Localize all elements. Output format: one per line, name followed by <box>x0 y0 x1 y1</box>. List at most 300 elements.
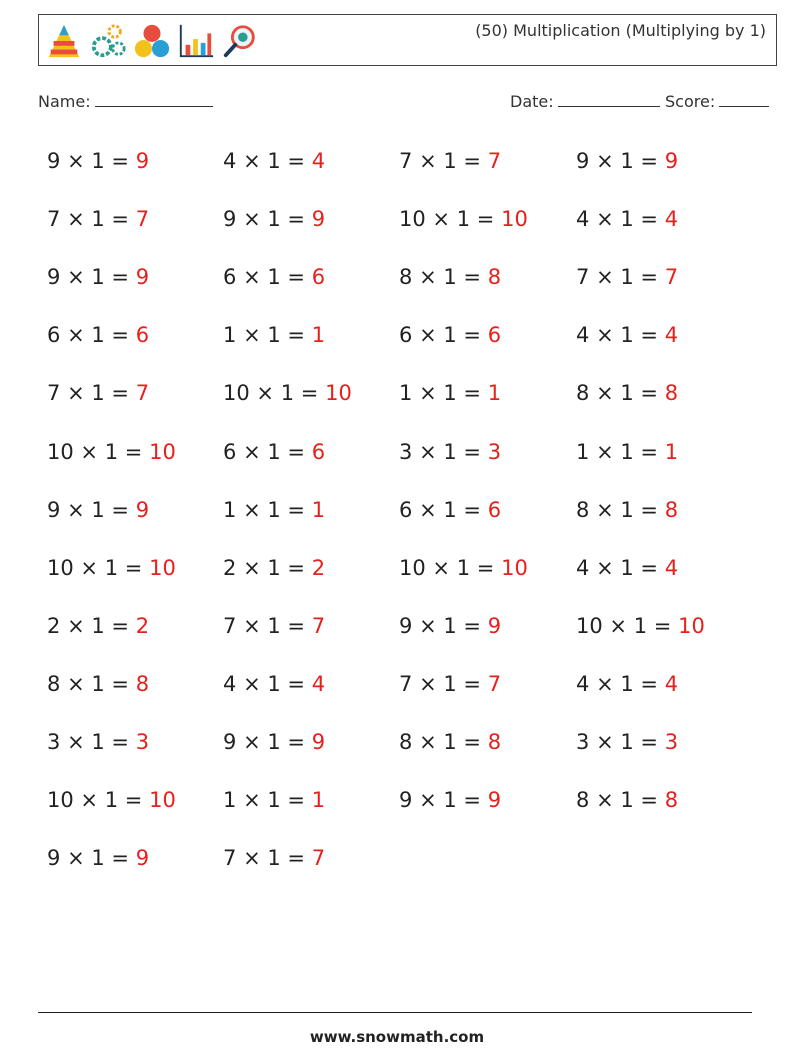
problem-item <box>576 616 705 637</box>
answer: 10 <box>501 556 528 580</box>
equals-sign: = <box>463 672 482 696</box>
multiplicand: 9 <box>47 846 61 870</box>
times-sign: × <box>243 672 261 696</box>
equals-sign: = <box>287 846 306 870</box>
times-sign: × <box>419 498 437 522</box>
multiplicand: 2 <box>223 556 237 580</box>
name-field[interactable] <box>38 92 213 111</box>
times-sign: × <box>419 672 437 696</box>
multiplicand: 4 <box>223 149 237 173</box>
multiplier: 1 <box>104 556 119 580</box>
multiplicand: 9 <box>223 207 237 231</box>
multiplicand: 4 <box>576 207 590 231</box>
answer: 7 <box>135 381 150 405</box>
equals-sign: = <box>653 614 672 638</box>
multiplicand: 6 <box>47 323 61 347</box>
times-sign: × <box>419 265 437 289</box>
multiplier: 1 <box>620 323 634 347</box>
equals-sign: = <box>463 614 482 638</box>
times-sign: × <box>67 149 85 173</box>
gears-icon <box>89 21 127 61</box>
multiplier: 1 <box>267 149 281 173</box>
multiplier: 1 <box>91 672 105 696</box>
problem-item <box>47 790 176 811</box>
multiplicand: 9 <box>223 730 237 754</box>
multiplier: 1 <box>443 265 457 289</box>
times-sign: × <box>419 614 437 638</box>
problem-item <box>399 209 528 230</box>
multiplier: 1 <box>620 440 634 464</box>
problem-item <box>576 383 678 404</box>
equals-sign: = <box>111 323 130 347</box>
problem-item <box>47 500 149 521</box>
equals-sign: = <box>463 498 482 522</box>
multiplicand: 10 <box>399 556 426 580</box>
answer: 4 <box>664 323 679 347</box>
multiplier: 1 <box>620 207 634 231</box>
times-sign: × <box>596 207 614 231</box>
answer: 1 <box>311 323 326 347</box>
problem-item <box>223 267 325 288</box>
multiplicand: 3 <box>47 730 61 754</box>
times-sign: × <box>596 498 614 522</box>
problem-item <box>399 790 501 811</box>
score-field[interactable] <box>665 92 769 111</box>
multiplier: 1 <box>91 149 105 173</box>
times-sign: × <box>419 788 437 812</box>
multiplier: 1 <box>620 556 634 580</box>
multiplier: 1 <box>91 323 105 347</box>
problem-item <box>223 209 325 230</box>
answer: 6 <box>487 498 502 522</box>
times-sign: × <box>432 207 451 231</box>
date-label: Date: <box>510 92 554 111</box>
name-label: Name: <box>38 92 91 111</box>
answer: 9 <box>487 614 502 638</box>
equals-sign: = <box>640 730 659 754</box>
answer: 6 <box>135 323 150 347</box>
equals-sign: = <box>124 440 143 464</box>
multiplicand: 1 <box>223 498 237 522</box>
answer: 7 <box>135 207 150 231</box>
equals-sign: = <box>640 672 659 696</box>
answer: 7 <box>311 846 326 870</box>
answer: 1 <box>311 788 326 812</box>
equals-sign: = <box>640 381 659 405</box>
times-sign: × <box>419 381 437 405</box>
multiplier: 1 <box>267 730 281 754</box>
equals-sign: = <box>111 149 130 173</box>
times-sign: × <box>596 381 614 405</box>
times-sign: × <box>243 207 261 231</box>
equals-sign: = <box>463 730 482 754</box>
multiplier: 1 <box>267 672 281 696</box>
multiplier: 1 <box>443 381 457 405</box>
multiplicand: 8 <box>399 265 413 289</box>
equals-sign: = <box>111 672 130 696</box>
multiplicand: 7 <box>576 265 590 289</box>
multiplier: 1 <box>91 265 105 289</box>
problem-item <box>576 558 678 579</box>
answer: 9 <box>135 149 150 173</box>
multiplicand: 7 <box>223 614 237 638</box>
answer: 7 <box>487 149 502 173</box>
answer: 1 <box>664 440 679 464</box>
problem-item <box>47 848 149 869</box>
equals-sign: = <box>640 265 659 289</box>
equals-sign: = <box>111 381 130 405</box>
multiplicand: 4 <box>223 672 237 696</box>
multiplicand: 10 <box>47 556 74 580</box>
multiplicand: 9 <box>47 149 61 173</box>
problem-item <box>223 558 325 579</box>
answer: 1 <box>311 498 326 522</box>
multiplicand: 6 <box>223 265 237 289</box>
times-sign: × <box>67 323 85 347</box>
magnifier-icon <box>221 21 259 61</box>
answer: 8 <box>135 672 150 696</box>
equals-sign: = <box>640 149 659 173</box>
equals-sign: = <box>300 381 319 405</box>
equals-sign: = <box>111 207 130 231</box>
times-sign: × <box>596 440 614 464</box>
problem-item <box>576 267 678 288</box>
answer: 6 <box>311 440 326 464</box>
equals-sign: = <box>463 149 482 173</box>
times-sign: × <box>67 381 85 405</box>
problem-item <box>47 674 149 695</box>
problem-item <box>399 383 501 404</box>
multiplier: 1 <box>91 498 105 522</box>
answer: 8 <box>664 498 679 522</box>
times-sign: × <box>596 323 614 347</box>
times-sign: × <box>243 149 261 173</box>
answer: 9 <box>311 730 326 754</box>
answer: 7 <box>311 614 326 638</box>
equals-sign: = <box>287 265 306 289</box>
multiplier: 1 <box>620 149 634 173</box>
problem-item <box>47 616 149 637</box>
problem-item <box>47 558 176 579</box>
answer: 8 <box>664 381 679 405</box>
answer: 4 <box>311 149 326 173</box>
multiplicand: 8 <box>576 788 590 812</box>
times-sign: × <box>256 381 275 405</box>
multiplier: 1 <box>620 381 634 405</box>
equals-sign: = <box>111 265 130 289</box>
times-sign: × <box>67 730 85 754</box>
problem-item <box>576 209 678 230</box>
times-sign: × <box>419 323 437 347</box>
score-label: Score: <box>665 92 716 111</box>
problem-item <box>576 674 678 695</box>
date-blank[interactable] <box>558 105 660 107</box>
times-sign: × <box>80 440 99 464</box>
multiplier: 1 <box>620 788 634 812</box>
problem-item <box>399 616 501 637</box>
answer: 10 <box>325 381 352 405</box>
name-blank[interactable] <box>95 105 213 107</box>
worksheet-title: (50) Multiplication (Multiplying by 1) <box>475 21 766 40</box>
multiplier: 1 <box>267 265 281 289</box>
multiplier: 1 <box>267 323 281 347</box>
multiplier: 1 <box>443 149 457 173</box>
multiplicand: 3 <box>399 440 413 464</box>
equals-sign: = <box>463 381 482 405</box>
times-sign: × <box>67 265 85 289</box>
problem-item <box>399 325 501 346</box>
date-field[interactable] <box>510 92 660 111</box>
answer: 8 <box>487 730 502 754</box>
multiplicand: 1 <box>399 381 413 405</box>
equals-sign: = <box>640 788 659 812</box>
equals-sign: = <box>111 614 130 638</box>
equals-sign: = <box>463 265 482 289</box>
equals-sign: = <box>287 672 306 696</box>
problem-item <box>399 732 501 753</box>
equals-sign: = <box>124 556 143 580</box>
multiplier: 1 <box>91 730 105 754</box>
problem-item <box>576 325 678 346</box>
answer: 6 <box>311 265 326 289</box>
multiplicand: 7 <box>223 846 237 870</box>
times-sign: × <box>243 440 261 464</box>
equals-sign: = <box>640 440 659 464</box>
multiplicand: 1 <box>223 788 237 812</box>
problem-item <box>576 732 678 753</box>
problem-item <box>223 325 325 346</box>
problem-item <box>399 151 501 172</box>
problem-item <box>399 674 501 695</box>
equals-sign: = <box>640 207 659 231</box>
equals-sign: = <box>287 498 306 522</box>
answer: 3 <box>664 730 679 754</box>
multiplier: 1 <box>267 498 281 522</box>
answer: 2 <box>135 614 150 638</box>
problem-item <box>223 732 325 753</box>
multiplicand: 9 <box>47 498 61 522</box>
problem-item <box>47 267 149 288</box>
answer: 4 <box>664 672 679 696</box>
multiplier: 1 <box>267 846 281 870</box>
problem-item <box>47 383 149 404</box>
times-sign: × <box>243 788 261 812</box>
problem-item <box>576 500 678 521</box>
equals-sign: = <box>287 440 306 464</box>
problem-item <box>223 674 325 695</box>
times-sign: × <box>80 788 99 812</box>
footer-divider <box>38 1012 752 1013</box>
equals-sign: = <box>124 788 143 812</box>
multiplier: 1 <box>443 730 457 754</box>
times-sign: × <box>243 846 261 870</box>
problem-item <box>399 500 501 521</box>
multiplier: 1 <box>91 381 105 405</box>
multiplier: 1 <box>91 614 105 638</box>
times-sign: × <box>243 730 261 754</box>
problem-item <box>576 151 678 172</box>
problem-item <box>47 325 149 346</box>
equals-sign: = <box>476 556 495 580</box>
times-sign: × <box>243 614 261 638</box>
multiplier: 1 <box>456 207 471 231</box>
multiplicand: 9 <box>399 614 413 638</box>
times-sign: × <box>596 672 614 696</box>
multiplier: 1 <box>104 788 119 812</box>
equals-sign: = <box>287 556 306 580</box>
multiplier: 1 <box>620 672 634 696</box>
equals-sign: = <box>287 788 306 812</box>
multiplier: 1 <box>456 556 471 580</box>
answer: 8 <box>664 788 679 812</box>
multiplicand: 10 <box>47 440 74 464</box>
multiplier: 1 <box>104 440 119 464</box>
multiplier: 1 <box>443 672 457 696</box>
times-sign: × <box>419 440 437 464</box>
problem-item <box>399 558 528 579</box>
problem-item <box>223 442 325 463</box>
multiplier: 1 <box>443 323 457 347</box>
header-icons <box>45 19 259 63</box>
multiplicand: 7 <box>399 672 413 696</box>
multiplicand: 6 <box>223 440 237 464</box>
multiplier: 1 <box>633 614 648 638</box>
multiplicand: 8 <box>47 672 61 696</box>
answer: 3 <box>135 730 150 754</box>
multiplier: 1 <box>620 730 634 754</box>
multiplicand: 10 <box>223 381 250 405</box>
multiplicand: 6 <box>399 498 413 522</box>
multiplier: 1 <box>443 498 457 522</box>
answer: 2 <box>311 556 326 580</box>
equals-sign: = <box>287 614 306 638</box>
equals-sign: = <box>111 846 130 870</box>
answer: 10 <box>149 556 176 580</box>
multiplier: 1 <box>267 788 281 812</box>
multiplicand: 4 <box>576 556 590 580</box>
problem-item <box>47 151 149 172</box>
equals-sign: = <box>463 440 482 464</box>
times-sign: × <box>67 498 85 522</box>
times-sign: × <box>419 149 437 173</box>
equals-sign: = <box>476 207 495 231</box>
answer: 9 <box>311 207 326 231</box>
multiplicand: 6 <box>399 323 413 347</box>
times-sign: × <box>243 498 261 522</box>
multiplicand: 9 <box>399 788 413 812</box>
answer: 10 <box>149 440 176 464</box>
times-sign: × <box>596 788 614 812</box>
problem-item <box>47 732 149 753</box>
times-sign: × <box>67 614 85 638</box>
equals-sign: = <box>463 788 482 812</box>
times-sign: × <box>596 149 614 173</box>
multiplicand: 1 <box>223 323 237 347</box>
multiplicand: 2 <box>47 614 61 638</box>
multiplicand: 7 <box>47 381 61 405</box>
times-sign: × <box>243 323 261 347</box>
times-sign: × <box>67 207 85 231</box>
times-sign: × <box>243 556 261 580</box>
multiplicand: 4 <box>576 323 590 347</box>
equals-sign: = <box>111 730 130 754</box>
times-sign: × <box>67 672 85 696</box>
times-sign: × <box>67 846 85 870</box>
times-sign: × <box>596 556 614 580</box>
equals-sign: = <box>287 730 306 754</box>
multiplicand: 8 <box>399 730 413 754</box>
answer: 9 <box>664 149 679 173</box>
problem-item <box>223 616 325 637</box>
problem-item <box>47 442 176 463</box>
answer: 7 <box>487 672 502 696</box>
answer: 10 <box>678 614 705 638</box>
answer: 3 <box>487 440 502 464</box>
answer: 1 <box>487 381 502 405</box>
problem-item <box>576 442 678 463</box>
answer: 9 <box>135 265 150 289</box>
answer: 4 <box>664 207 679 231</box>
score-blank[interactable] <box>719 105 769 107</box>
answer: 4 <box>311 672 326 696</box>
problem-item <box>576 790 678 811</box>
multiplier: 1 <box>280 381 295 405</box>
times-sign: × <box>609 614 628 638</box>
answer: 10 <box>149 788 176 812</box>
times-sign: × <box>419 730 437 754</box>
times-sign: × <box>432 556 451 580</box>
answer: 7 <box>664 265 679 289</box>
number-balls-icon <box>133 21 171 61</box>
times-sign: × <box>596 730 614 754</box>
multiplicand: 10 <box>576 614 603 638</box>
equals-sign: = <box>640 556 659 580</box>
problem-item <box>223 848 325 869</box>
multiplicand: 9 <box>47 265 61 289</box>
multiplier: 1 <box>267 207 281 231</box>
answer: 6 <box>487 323 502 347</box>
equals-sign: = <box>111 498 130 522</box>
multiplicand: 8 <box>576 498 590 522</box>
multiplicand: 3 <box>576 730 590 754</box>
equals-sign: = <box>287 207 306 231</box>
times-sign: × <box>80 556 99 580</box>
answer: 4 <box>664 556 679 580</box>
problem-item <box>399 267 501 288</box>
answer: 10 <box>501 207 528 231</box>
multiplicand: 1 <box>576 440 590 464</box>
problem-item <box>223 500 325 521</box>
bar-chart-icon <box>177 21 215 61</box>
multiplier: 1 <box>443 440 457 464</box>
multiplier: 1 <box>91 846 105 870</box>
multiplier: 1 <box>267 614 281 638</box>
equals-sign: = <box>287 323 306 347</box>
problem-item <box>223 151 325 172</box>
equals-sign: = <box>463 323 482 347</box>
multiplicand: 7 <box>399 149 413 173</box>
multiplicand: 9 <box>576 149 590 173</box>
footer-url: www.snowmath.com <box>309 1028 485 1046</box>
multiplicand: 10 <box>399 207 426 231</box>
multiplier: 1 <box>91 207 105 231</box>
equals-sign: = <box>287 149 306 173</box>
problem-item <box>223 383 352 404</box>
multiplicand: 8 <box>576 381 590 405</box>
answer: 9 <box>135 498 150 522</box>
equals-sign: = <box>640 323 659 347</box>
worksheet-header <box>38 14 777 66</box>
